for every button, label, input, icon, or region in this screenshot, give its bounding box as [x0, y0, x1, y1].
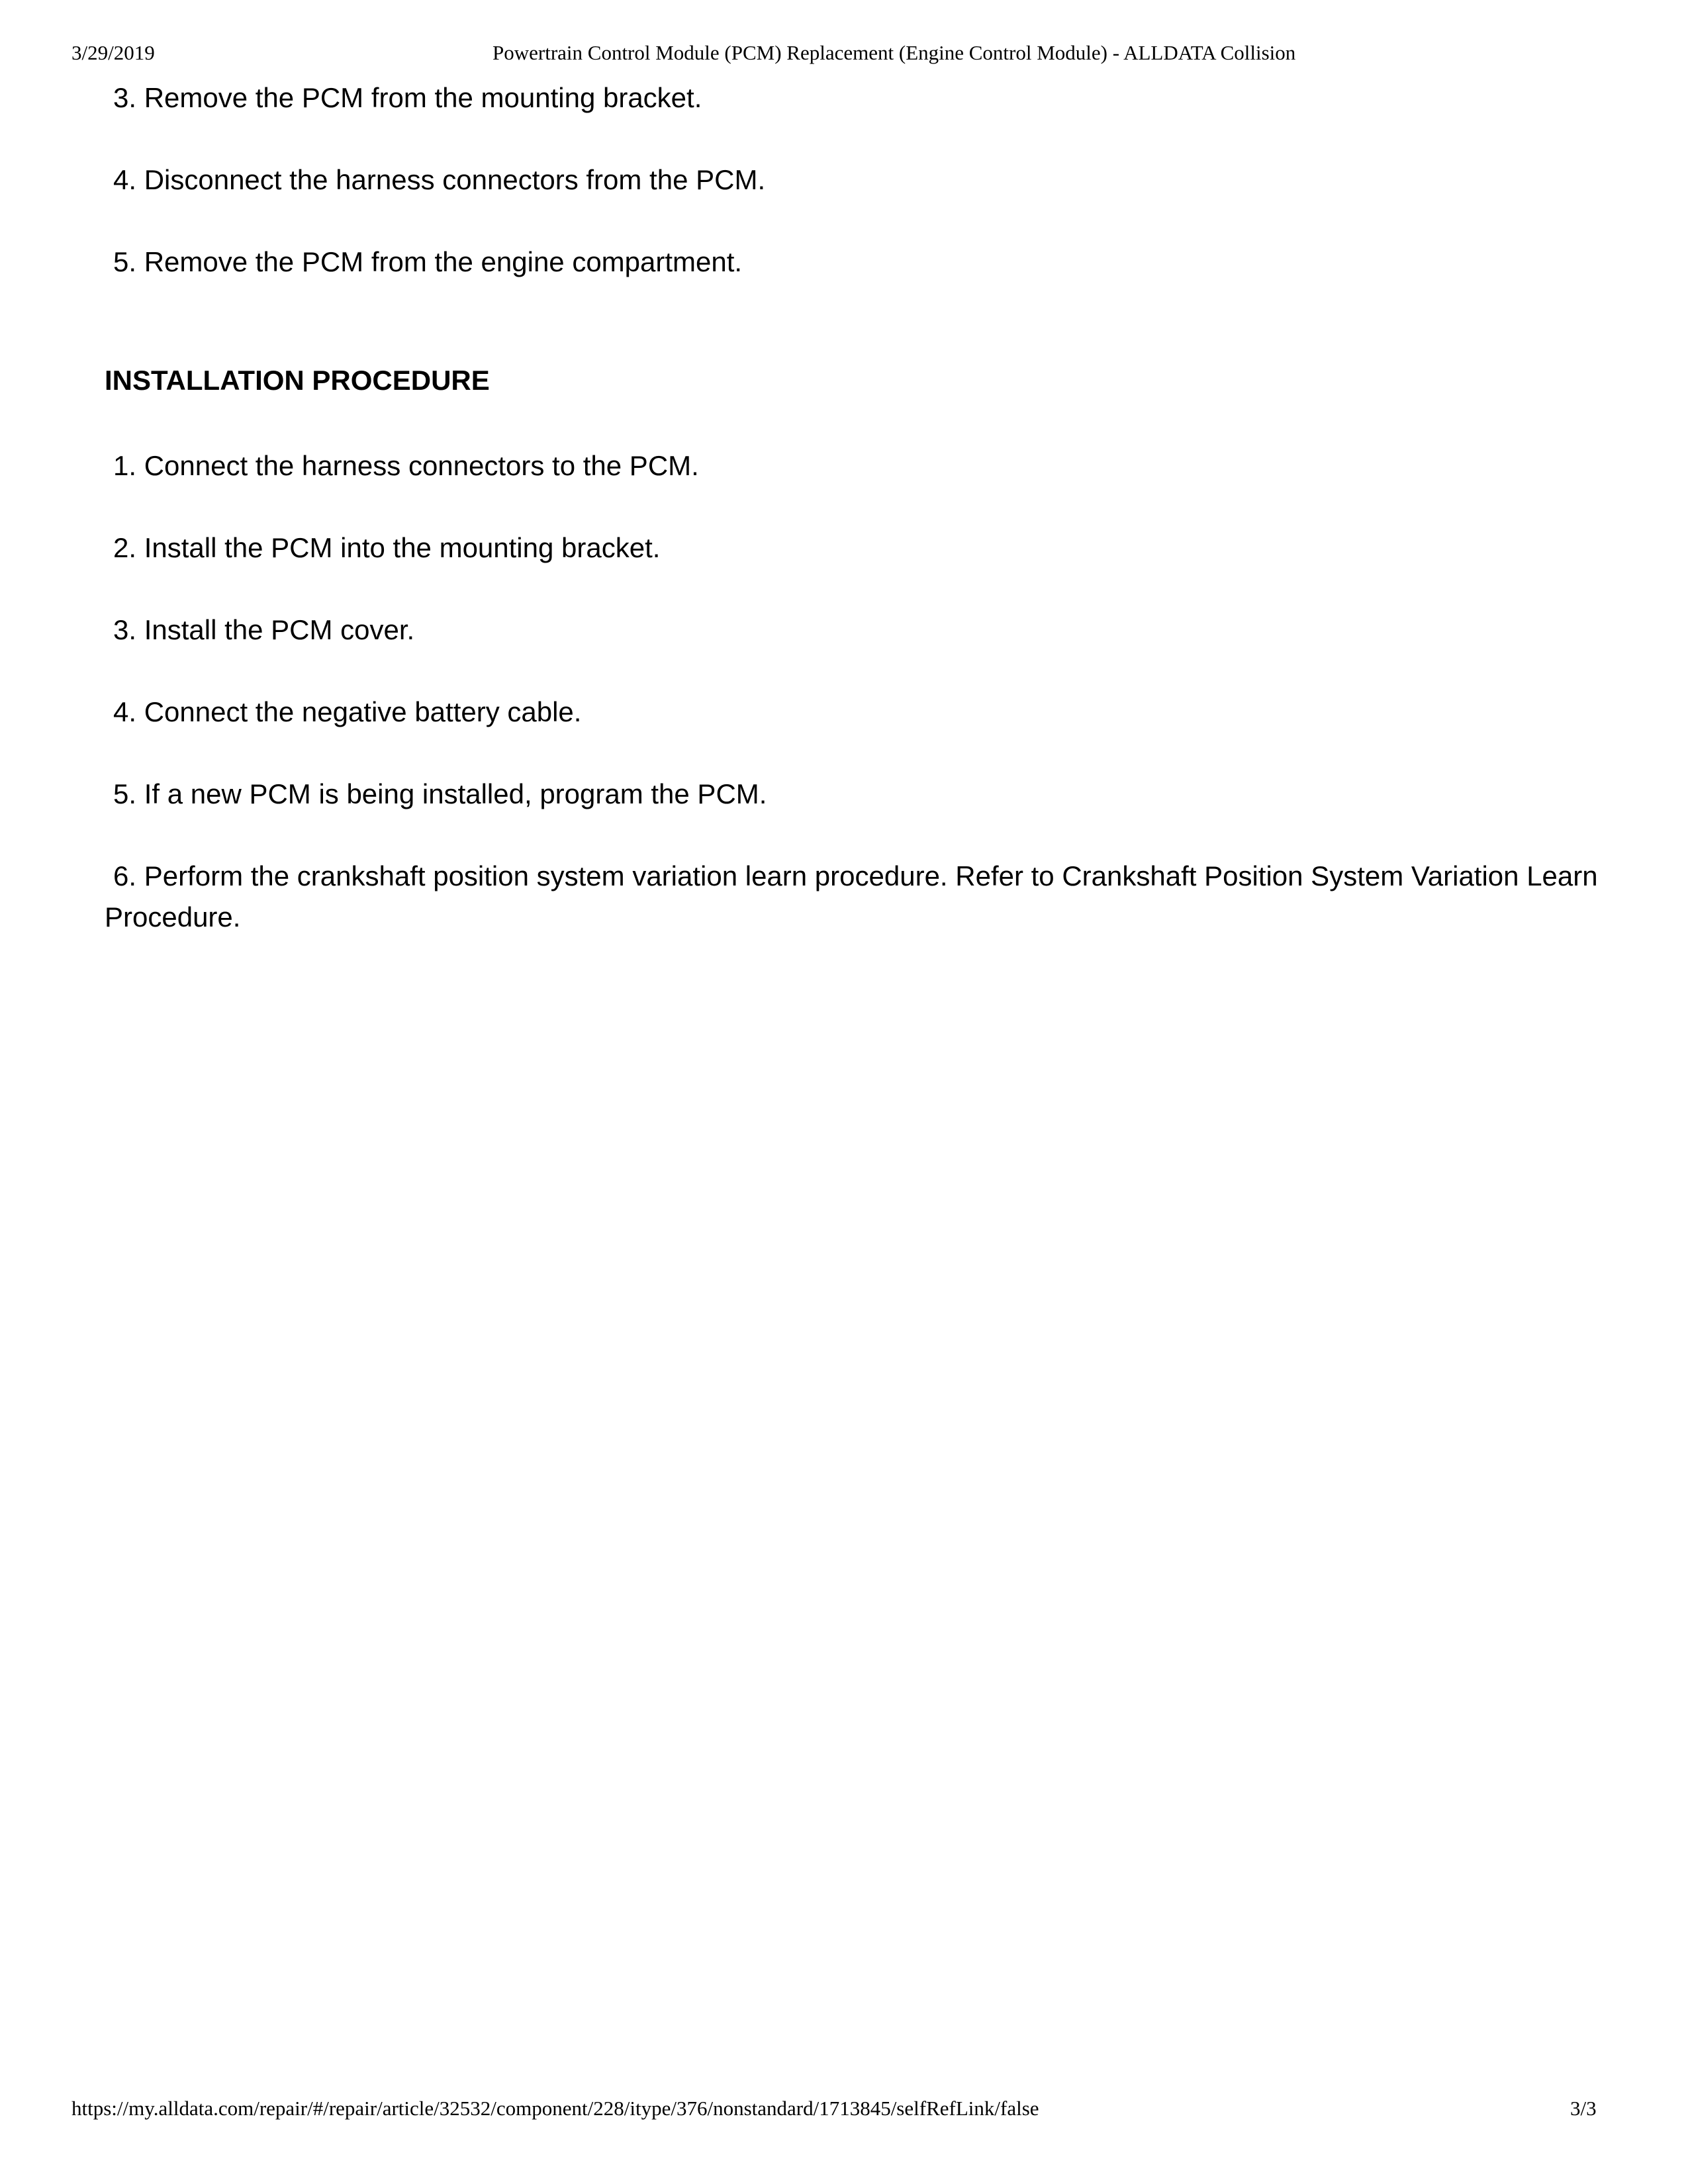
installation-heading: INSTALLATION PROCEDURE	[105, 365, 490, 396]
print-date: 3/29/2019	[71, 41, 155, 64]
install-step-1: 1. Connect the harness connectors to the PCM.	[113, 450, 699, 481]
removal-step-3: 3. Remove the PCM from the mounting bracket.	[113, 82, 702, 113]
install-step-6: 6. Perform the crankshaft position system variation learn procedure. Refer to Crankshaft Position System Variation Learn Procedure.	[105, 860, 1598, 933]
install-step-2: 2. Install the PCM into the mounting bracket.	[113, 532, 661, 563]
install-step-5: 5. If a new PCM is being installed, program the PCM.	[113, 778, 767, 809]
removal-step-5: 5. Remove the PCM from the engine compartment.	[113, 246, 743, 277]
page-number: 3/3	[1570, 2097, 1597, 2120]
page-url: https://my.alldata.com/repair/#/repair/article/32532/component/228/itype/376/nonstandard/1713845/selfRefLink/false	[71, 2097, 1039, 2120]
removal-step-4: 4. Disconnect the harness connectors from the PCM.	[113, 164, 766, 195]
install-step-3: 3. Install the PCM cover.	[113, 614, 415, 645]
page-title: Powertrain Control Module (PCM) Replacement (Engine Control Module) - ALLDATA Collision	[492, 41, 1296, 64]
install-step-4: 4. Connect the negative battery cable.	[113, 696, 582, 727]
